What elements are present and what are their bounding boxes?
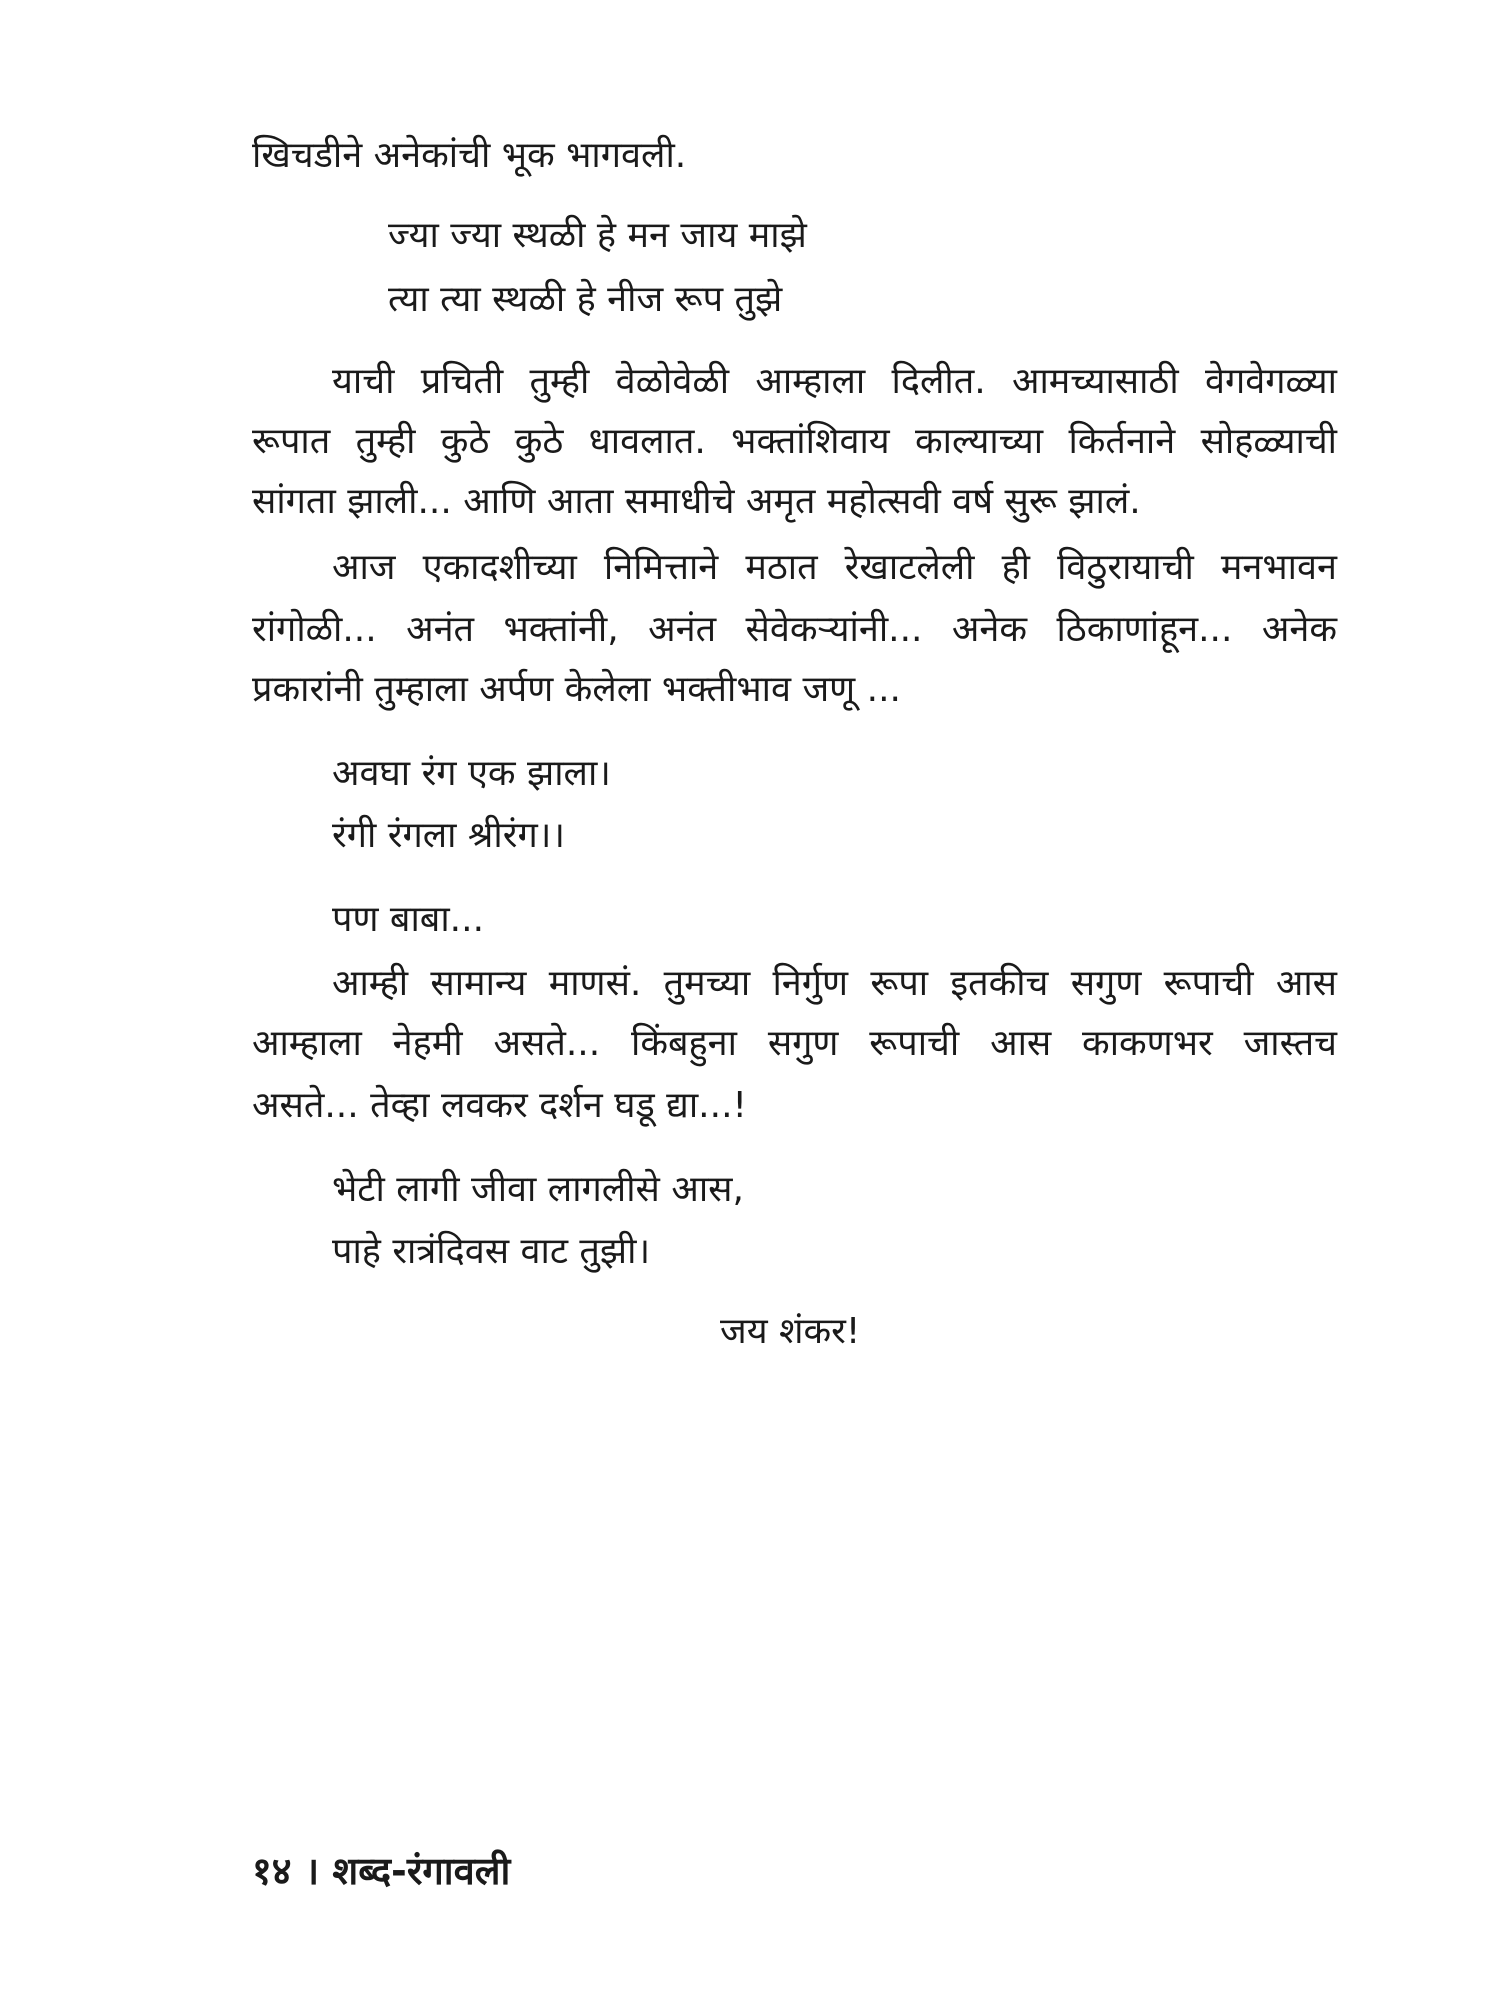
verse-line: पाहे रात्रंदिवस वाट तुझी। — [332, 1231, 651, 1272]
paragraph-line: याची प्रचिती तुम्ही वेळोवेळी आम्हाला दिलीत. आमच्यासाठी वेगवेगळ्या — [332, 361, 1337, 402]
paragraph-line: रांगोळी... अनंत भक्तांनी, अनंत सेवेकऱ्यांनी... अनेक ठिकाणांहून... अनेक — [252, 609, 1337, 650]
verse-line: अवघा रंग एक झाला। — [332, 753, 611, 794]
paragraph-line: आम्ही सामान्य माणसं. तुमच्या निर्गुण रूपा इतकीच सगुण रूपाची आस — [332, 963, 1337, 1004]
verse-line: भेटी लागी जीवा लागलीसे आस, — [332, 1169, 744, 1210]
paragraph-line: सांगता झाली... आणि आता समाधीचे अमृत महोत्सवी वर्ष सुरू झालं. — [252, 481, 1141, 522]
paragraph-line: आम्हाला नेहमी असते... किंबहुना सगुण रूपाची आस काकणभर जास्तच — [252, 1023, 1337, 1064]
paragraph-line: खिचडीने अनेकांची भूक भागवली. — [252, 135, 687, 176]
paragraph-line: प्रकारांनी तुम्हाला अर्पण केलेला भक्तीभाव जणू ... — [252, 669, 901, 710]
verse-line: ज्या ज्या स्थळी हे मन जाय माझे — [388, 215, 807, 256]
page-footer: १४ । शब्द-रंगावली — [252, 1849, 511, 1893]
verse-line: रंगी रंगला श्रीरंग।। — [332, 815, 566, 856]
closing-line: जय शंकर! — [720, 1311, 861, 1352]
paragraph-line: असते... तेव्हा लवकर दर्शन घडू द्या...! — [252, 1085, 747, 1126]
paragraph-line: रूपात तुम्ही कुठे कुठे धावलात. भक्तांशिवाय काल्याच्या किर्तनाने सोहळ्याची — [252, 421, 1337, 462]
verse-line: त्या त्या स्थळी हे नीज रूप तुझे — [388, 279, 783, 320]
paragraph-line: पण बाबा... — [332, 899, 485, 940]
paragraph-line: आज एकादशीच्या निमित्ताने मठात रेखाटलेली ही विठुरायाची मनभावन — [332, 547, 1337, 588]
